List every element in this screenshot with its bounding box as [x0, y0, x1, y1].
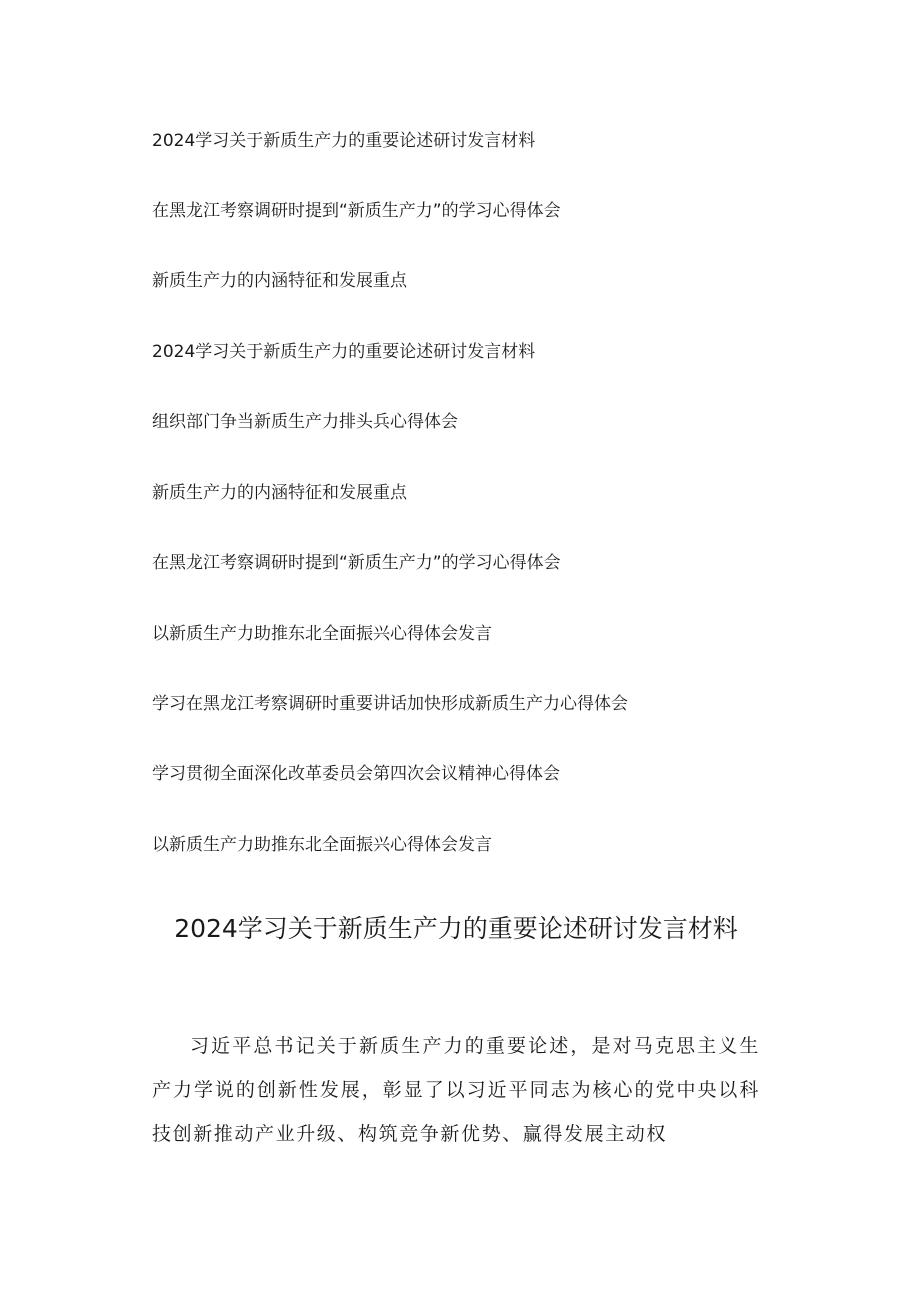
toc-item[interactable]: 新质生产力的内涵特征和发展重点 [152, 271, 407, 291]
toc-item[interactable]: 组织部门争当新质生产力排头兵心得体会 [152, 412, 458, 432]
article-title: 2024学习关于新质生产力的重要论述研讨发言材料 [174, 914, 738, 943]
toc-item[interactable]: 以新质生产力助推东北全面振兴心得体会发言 [152, 835, 492, 855]
article-paragraph: 习近平总书记关于新质生产力的重要论述，是对马克思主义生产力学说的创新性发展，彰显了以习近平同志为核心的党中央以科技创新推动产业升级、构筑竞争新优势、赢得发展主动权 [152, 1035, 760, 1145]
toc-item[interactable]: 学习在黑龙江考察调研时重要讲话加快形成新质生产力心得体会 [152, 694, 628, 714]
toc-item[interactable]: 学习贯彻全面深化改革委员会第四次会议精神心得体会 [152, 764, 560, 784]
toc-item[interactable]: 以新质生产力助推东北全面振兴心得体会发言 [152, 624, 492, 644]
toc-item[interactable]: 新质生产力的内涵特征和发展重点 [152, 483, 407, 503]
toc-item[interactable]: 2024学习关于新质生产力的重要论述研讨发言材料 [152, 131, 536, 151]
toc-item[interactable]: 在黑龙江考察调研时提到“新质生产力”的学习心得体会 [152, 201, 561, 221]
toc-item[interactable]: 2024学习关于新质生产力的重要论述研讨发言材料 [152, 342, 536, 362]
toc-item[interactable]: 在黑龙江考察调研时提到“新质生产力”的学习心得体会 [152, 553, 561, 573]
